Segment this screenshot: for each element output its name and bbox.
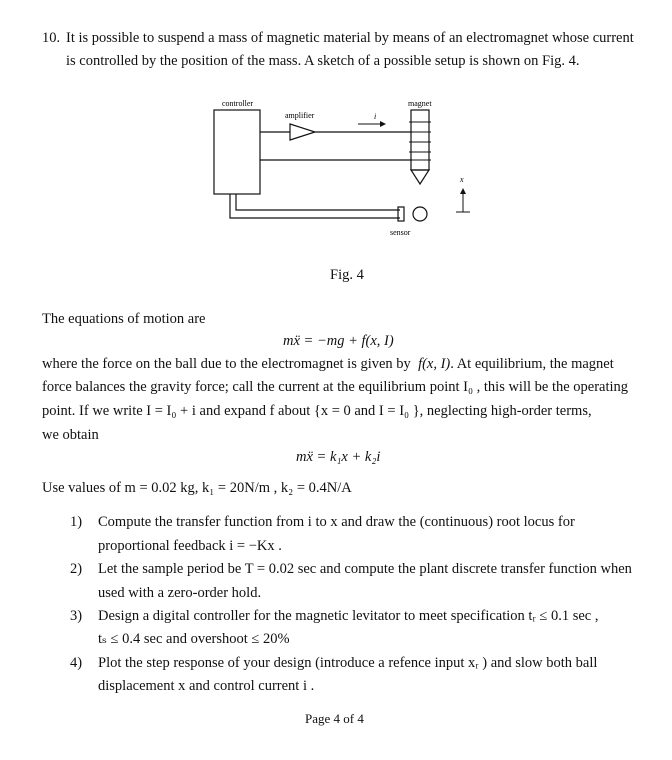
item-1-line-1: Compute the transfer function from i to x and draw the (continuous) root locus for [98, 514, 575, 530]
figure-caption: Fig. 4 [330, 267, 364, 283]
para-line-3: point. If we write I = I₀ + i and expand f about {x = 0 and I = I₀ }, neglecting high-order terms, [42, 403, 592, 419]
sensor-label: sensor [390, 228, 411, 237]
amplifier-symbol [290, 124, 315, 140]
item-2-line-1: Let the sample period be T = 0.02 sec and compute the plant discrete transfer function when [98, 561, 632, 577]
item-2-number: 2) [70, 561, 83, 577]
intro-line-2: is controlled by the position of the mass. A sketch of a possible setup is shown on Fig. 4. [66, 53, 580, 69]
values-line: Use values of m = 0.02 kg, k₁ = 20N/m , k₂ = 0.4N/A [42, 480, 352, 496]
para-line-1-end: . At equilibrium, the magnet [450, 356, 614, 372]
sensor-block [398, 207, 404, 221]
para-line-4: we obtain [42, 427, 99, 443]
item-2-line-2: used with a zero-order hold. [98, 585, 262, 601]
maglev-figure [200, 94, 500, 244]
ball [413, 207, 427, 221]
para-line-1-text: where the force on the ball due to the electromagnet is given by [42, 356, 411, 372]
amplifier-label: amplifier [285, 111, 315, 120]
page-footer: Page 4 of 4 [305, 711, 364, 726]
para-line-1 [42, 356, 614, 373]
item-4-line-1: Plot the step response of your design (introduce a refence input xᵣ ) and slow both ball [98, 655, 598, 671]
linearized-equation: mẍ = k₁x + k₂i [296, 449, 381, 465]
item-3-line-2: tₛ ≤ 0.4 sec and overshoot ≤ 20% [98, 631, 290, 647]
problem-number: 10. [42, 30, 61, 46]
item-1-line-2: proportional feedback i = −Kx . [98, 538, 282, 554]
controller-label: controller [222, 99, 254, 108]
magnet-core [411, 110, 429, 170]
intro-line-1: It is possible to suspend a mass of magnetic material by means of an electromagnet whose current [66, 30, 634, 46]
item-4-line-2: displacement x and control current i . [98, 678, 315, 694]
item-3-number: 3) [70, 608, 83, 624]
item-4-number: 4) [70, 655, 83, 671]
equation-of-motion: mẍ = −mg + f(x, I) [283, 333, 394, 349]
para-line-2: force balances the gravity force; call the current at the equilibrium point I₀ , this will be the operating [42, 379, 629, 395]
item-3-line-1: Design a digital controller for the magnetic levitator to meet specification tᵣ ≤ 0.1 sec , [98, 608, 599, 624]
controller-block [214, 110, 260, 194]
item-1-number: 1) [70, 514, 83, 530]
magnet-label: magnet [408, 99, 432, 108]
current-i-label: i [374, 112, 377, 121]
force-function: f(x, I) [418, 356, 451, 372]
equations-heading: The equations of motion are [42, 311, 206, 327]
x-axis-label: x [460, 175, 464, 184]
